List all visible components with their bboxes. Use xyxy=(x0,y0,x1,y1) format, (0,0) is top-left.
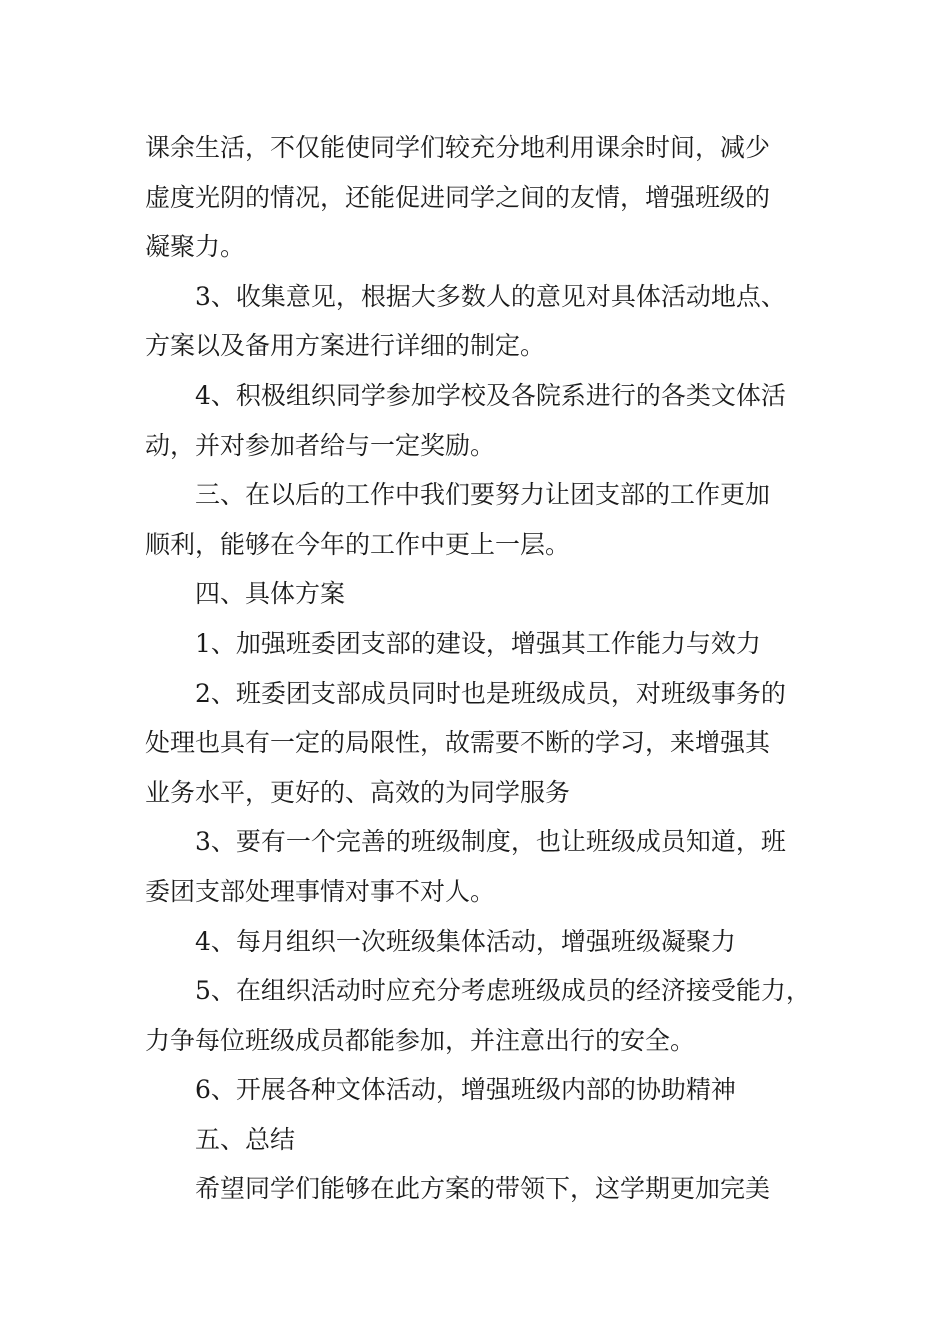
text-line: 4、每月组织一次班级集体活动，增强班级凝聚力 xyxy=(195,926,736,956)
section-heading-4 xyxy=(145,569,810,619)
paragraph-plan-item-4 xyxy=(145,917,810,967)
paragraph-item-4-organize-activities xyxy=(145,371,810,470)
text-line: 课余生活，不仅能使同学们较充分地利用课余时间，减少 xyxy=(145,133,771,162)
text-line: 1、加强班委团支部的建设，增强其工作能力与效力 xyxy=(195,628,761,658)
paragraph-plan-item-3 xyxy=(145,817,810,916)
text-line: 四、具体方案 xyxy=(195,579,346,609)
section-heading-5 xyxy=(145,1115,810,1165)
text-line: 虚度光阴的情况，还能促进同学之间的友情，增强班级的 xyxy=(145,182,771,212)
paragraph-item-3-collect-opinions xyxy=(145,272,810,371)
text-line: 6、开展各种文体活动，增强班级内部的协助精神 xyxy=(195,1075,736,1105)
paragraph-plan-item-1 xyxy=(145,619,810,669)
paragraph-section-3 xyxy=(145,470,810,569)
text-line: 3、收集意见，根据大多数人的意见对具体活动地点、 xyxy=(195,281,786,311)
text-line: 五、总结 xyxy=(195,1124,296,1154)
text-line: 4、积极组织同学参加学校及各院系进行的各类文体活 xyxy=(195,380,786,410)
paragraph-plan-item-2 xyxy=(145,669,810,818)
text-line: 5、在组织活动时应充分考虑班级成员的经济接受能力， xyxy=(195,976,811,1006)
text-line: 3、要有一个完善的班级制度，也让班级成员知道，班 xyxy=(195,827,786,857)
paragraph-plan-item-5 xyxy=(145,966,810,1065)
text-line: 三、在以后的工作中我们要努力让团支部的工作更加 xyxy=(195,480,771,510)
paragraph-intro-continued xyxy=(145,123,810,272)
paragraph-plan-item-6 xyxy=(145,1065,810,1115)
document-body xyxy=(145,123,810,1214)
text-line: 凝聚力。 xyxy=(145,232,246,262)
text-line: 处理也具有一定的局限性，故需要不断的学习，来增强其 xyxy=(145,728,771,758)
text-line: 委团支部处理事情对事不对人。 xyxy=(145,876,496,906)
text-line: 2、班委团支部成员同时也是班级成员，对班级事务的 xyxy=(195,678,786,708)
paragraph-summary xyxy=(145,1164,810,1214)
text-line: 动，并对参加者给与一定奖励。 xyxy=(145,430,496,460)
text-line: 力争每位班级成员都能参加，并注意出行的安全。 xyxy=(145,1025,696,1055)
text-line: 顺利，能够在今年的工作中更上一层。 xyxy=(145,529,571,559)
text-line: 方案以及备用方案进行详细的制定。 xyxy=(145,331,546,361)
text-line: 希望同学们能够在此方案的带领下，这学期更加完美 xyxy=(195,1174,771,1204)
text-line: 业务水平，更好的、高效的为同学服务 xyxy=(145,777,571,807)
